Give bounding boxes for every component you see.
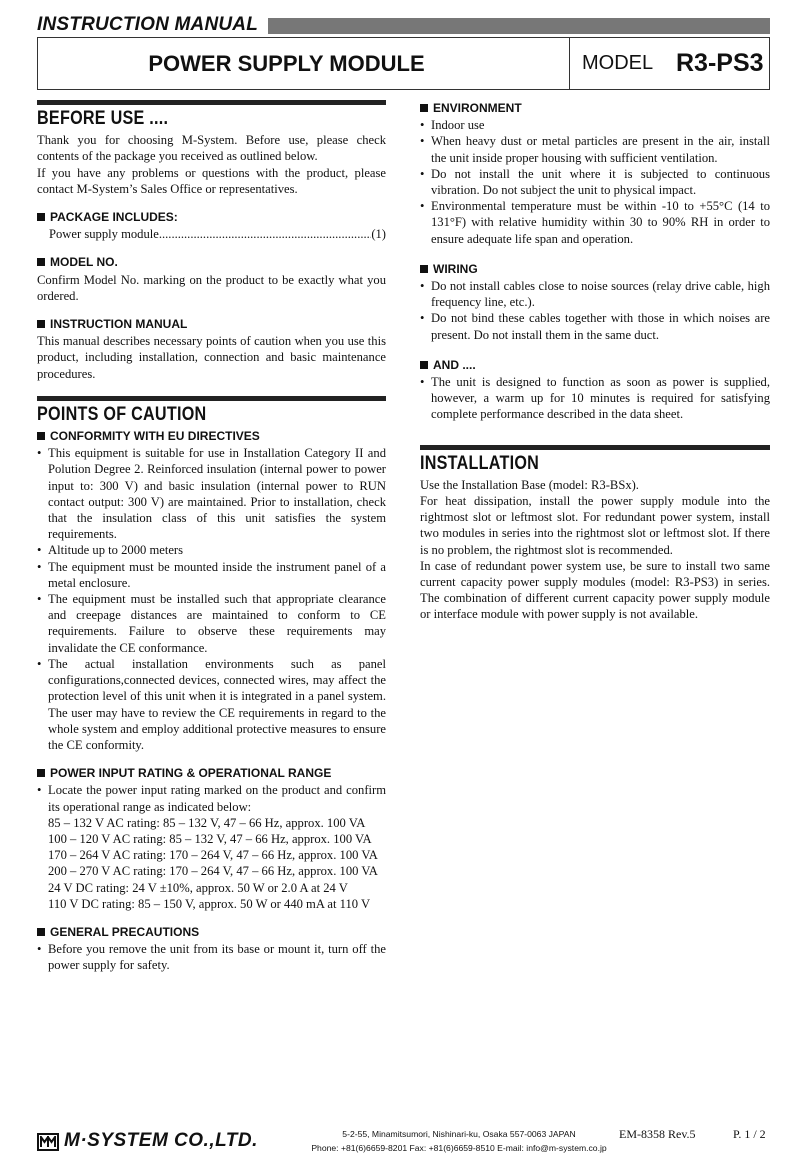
installation-paragraph-1: Use the Installation Base (model: R3-BSx). xyxy=(420,477,639,492)
intro-paragraph-2: If you have any problems or questions with the product, please contact M-System’s Sales Office or representatives. xyxy=(37,165,386,196)
list-item: • Environmental temperature must be within -10 to +55°C (14 to 131°F) with relative humidity within 30 to 90% RH in order to ensure adequate life span and operation. xyxy=(420,198,770,247)
list-item: • Altitude up to 2000 meters xyxy=(37,542,386,558)
rating-line: 170 – 264 V AC rating: 170 – 264 V, 47 – 66 Hz, approx. 100 VA xyxy=(48,848,378,863)
page-title: POWER SUPPLY MODULE xyxy=(148,51,425,76)
eu-heading: CONFORMITY WITH EU DIRECTIVES xyxy=(37,428,386,444)
list-item: • Locate the power input rating marked on the product and confirm its operational range as indicated below: xyxy=(37,782,386,814)
page-number: P. 1 / 2 xyxy=(733,1127,766,1141)
company-name: M·SYSTEM CO.,LTD. xyxy=(64,1130,258,1151)
rating-line: 200 – 270 V AC rating: 170 – 264 V, 47 – 66 Hz, approx. 100 VA xyxy=(48,864,378,879)
rating-line: 24 V DC rating: 24 V ±10%, approx. 50 W or 2.0 A at 24 V xyxy=(48,880,348,895)
and-heading: AND .... xyxy=(420,357,770,373)
model-name: R3-PS3 xyxy=(676,49,764,77)
wiring-list xyxy=(420,278,770,343)
package-qty: (1) xyxy=(371,227,386,242)
environment-list xyxy=(420,117,770,247)
list-item: • Do not bind these cables together with those in which noises are present. Do not install them in the same duct. xyxy=(420,310,770,342)
left-column xyxy=(37,100,386,974)
instruction-manual-text: This manual describes necessary points of caution when you use this product, including installation, connection and basic maintenance procedures. xyxy=(37,334,386,381)
list-item: • Do not install cables close to noise sources (relay drive cable, high frequency line, etc.). xyxy=(420,278,770,310)
package-item: Power supply module xyxy=(49,227,159,242)
before-use-heading: BEFORE USE .... xyxy=(37,100,386,128)
installation-paragraph-3: In case of redundant power system use, be sure to install two same current capacity power supply modules (model: R3-PS3) in series. The combination of different current capacity power supply module or interface module with power supply is not available. xyxy=(420,558,770,622)
leader-dots xyxy=(159,226,371,242)
points-of-caution-heading: POINTS OF CAUTION xyxy=(37,396,386,424)
general-list xyxy=(37,941,386,973)
model-no-text: Confirm Model No. marking on the product to be exactly what you ordered. xyxy=(37,272,386,303)
list-item: • Do not install the unit where it is subjected to continuous vibration. Do not subject the unit to physical impact. xyxy=(420,166,770,198)
wiring-heading: WIRING xyxy=(420,261,770,277)
model-word: MODEL xyxy=(582,52,654,74)
ratings-list xyxy=(37,815,386,912)
title-box xyxy=(37,37,770,90)
and-list xyxy=(420,374,770,423)
right-column xyxy=(420,100,770,623)
list-item: • Indoor use xyxy=(420,117,770,133)
company-address: 5-2-55, Minamitsumori, Nishinari-ku, Osaka 557-0063 JAPAN Phone: +81(6)6659-8201 Fax: +81(6)6659-8510 E-mail: info@m-system.co.jp xyxy=(311,1129,607,1153)
package-line xyxy=(37,226,386,242)
instruction-manual-heading: INSTRUCTION MANUAL xyxy=(37,316,386,332)
model-no-heading: MODEL NO. xyxy=(37,254,386,270)
environment-heading: ENVIRONMENT xyxy=(420,100,770,116)
list-item: • Before you remove the unit from its base or mount it, turn off the power supply for safety. xyxy=(37,941,386,973)
installation-paragraph-2: For heat dissipation, install the power supply module into the rightmost slot or leftmost slot. For redundant power system, install two modules in series into the rightmost slot or leftmost slot. If there is no problem, the rightmost slot is recommended. xyxy=(420,494,770,557)
general-heading: GENERAL PRECAUTIONS xyxy=(37,924,386,940)
title-divider xyxy=(569,38,570,89)
rating-line: 85 – 132 V AC rating: 85 – 132 V, 47 – 66 Hz, approx. 100 VA xyxy=(48,815,366,830)
package-heading: PACKAGE INCLUDES: xyxy=(37,209,386,225)
rating-line: 110 V DC rating: 85 – 150 V, approx. 50 W or 440 mA at 110 V xyxy=(48,896,371,911)
footer xyxy=(37,1127,770,1157)
list-item: • The unit is designed to function as soon as power is supplied, however, a warm up for 10 minutes is required for satisfying complete performance described in the data sheet. xyxy=(420,374,770,423)
list-item: • The equipment must be mounted inside the instrument panel of a metal enclosure. xyxy=(37,559,386,591)
intro-paragraph-1: Thank you for choosing M-System. Before use, please check contents of the package you received as outlined below. xyxy=(37,133,386,164)
list-item: • When heavy dust or metal particles are present in the air, install the unit inside proper housing with sufficient ventilation. xyxy=(420,133,770,165)
power-heading: POWER INPUT RATING & OPERATIONAL RANGE xyxy=(37,765,386,781)
eu-list xyxy=(37,445,386,753)
list-item: • This equipment is suitable for use in Installation Category II and Polution Degree 2. Reinforced insulation (internal power to power input to: 300 V) and basic insulation (internal power to RUN contact output: 300 V) are maintained. Prior to installation, check that the insulation class of this unit satisfies the system requirements. xyxy=(37,445,386,542)
list-item: • The equipment must be installed such that appropriate clearance and creepage distances are maintained to conform to CE requirements. Failure to observe these requirements may invalidate the CE conformance. xyxy=(37,591,386,656)
list-item: • The actual installation environments such as panel configurations,connected devices, connected wires, may affect the protection level of this unit when it is integrated in a panel system. The user may have to review the CE requirements in regard to the whole system and employ additional protective measures to ensure the CE conformity. xyxy=(37,656,386,753)
manual-label: INSTRUCTION MANUAL xyxy=(37,14,259,35)
header-bar xyxy=(268,18,770,34)
rating-line: 100 – 120 V AC rating: 85 – 132 V, 47 – 66 Hz, approx. 100 VA xyxy=(48,831,372,846)
installation-heading: INSTALLATION xyxy=(420,445,770,473)
power-list xyxy=(37,782,386,814)
document-revision: EM-8358 Rev.5 xyxy=(619,1127,696,1141)
company-logo-icon xyxy=(37,1133,59,1151)
